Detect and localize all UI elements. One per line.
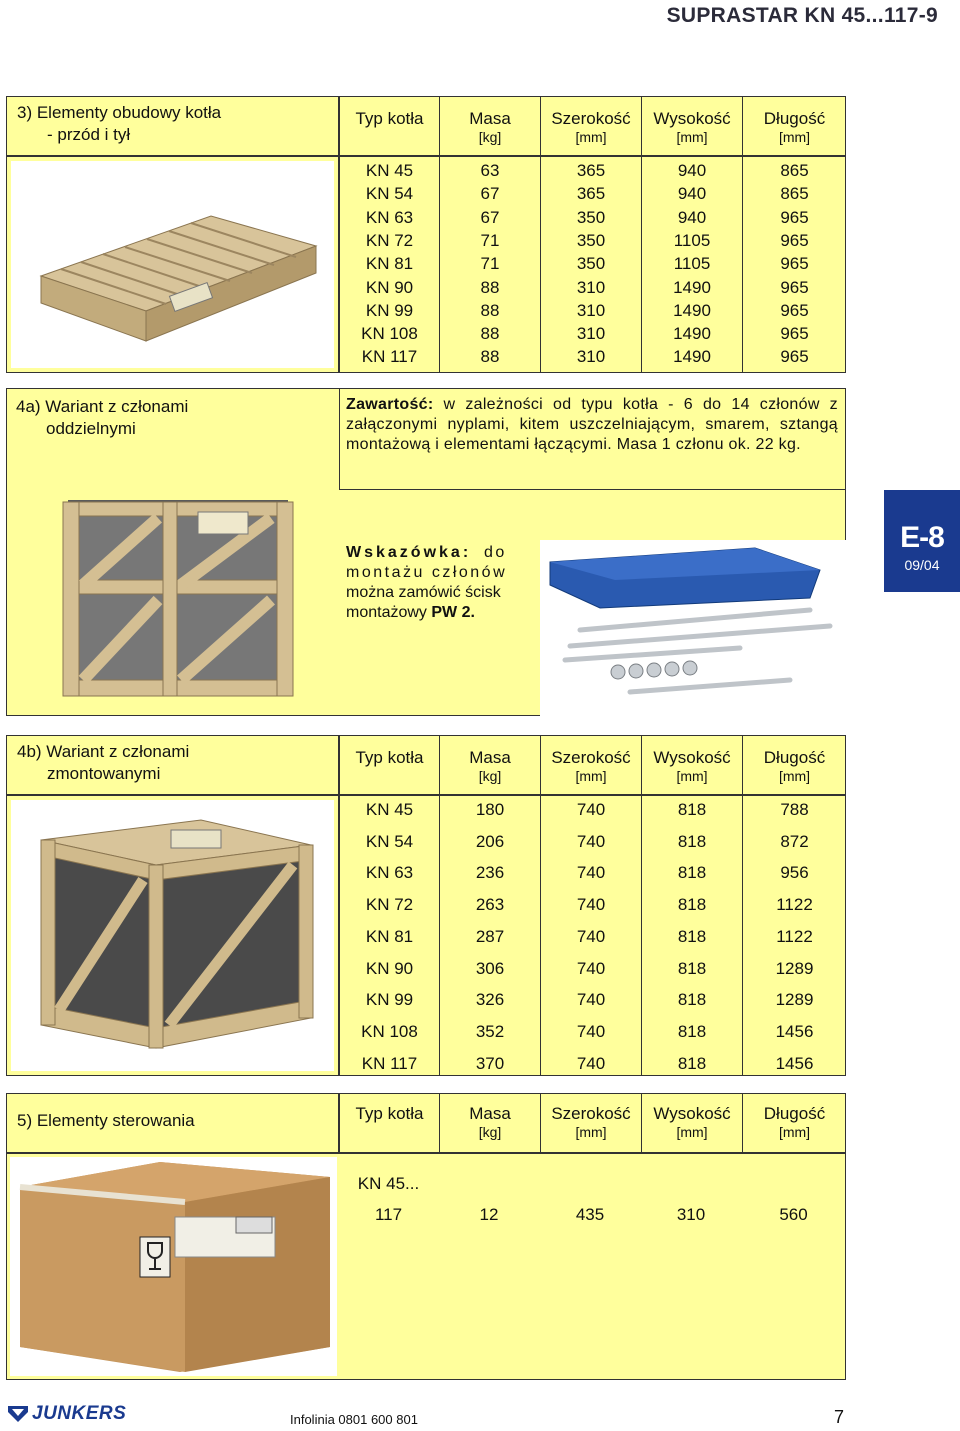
- table-row: [340, 990, 847, 1014]
- cell-wysokosc: 310: [676, 1205, 706, 1224]
- cell-wysokosc: 1490: [673, 277, 711, 297]
- table-row: [340, 863, 847, 887]
- cell-typ: KN 117: [361, 347, 418, 367]
- cell-masa: 370: [475, 1053, 505, 1073]
- cell-dlugosc: 1456: [775, 1021, 814, 1041]
- table-row: [340, 1054, 847, 1078]
- cell-masa: 88: [480, 324, 500, 344]
- table-row: [340, 959, 847, 983]
- hint-line2: można zamówić ścisk: [346, 584, 501, 601]
- table-row: [340, 832, 847, 856]
- section3-photo-panel: [6, 156, 339, 373]
- cell-wysokosc: 1490: [673, 324, 711, 344]
- cell-typ: 117: [374, 1205, 403, 1224]
- section3-table-body: [339, 156, 846, 373]
- cell-masa: 236: [475, 863, 505, 883]
- cell-szerokosc: 365: [576, 161, 606, 180]
- junkers-logo: [6, 1401, 126, 1427]
- table-row: [340, 184, 847, 207]
- cell-wysokosc: 818: [677, 863, 707, 883]
- content-label: Zawartość:: [346, 396, 434, 413]
- cardboard-box-icon: [10, 1157, 337, 1376]
- cell-dlugosc: 965: [780, 300, 809, 320]
- cell-szerokosc: 740: [576, 958, 606, 978]
- header-masa: Masa: [469, 109, 511, 128]
- cell-masa: 67: [480, 207, 500, 227]
- section4a-title-line2: oddzielnymi: [46, 419, 136, 438]
- cell-szerokosc: 365: [576, 184, 606, 204]
- cell-szerokosc: 740: [576, 926, 606, 946]
- section4b-table-body: [339, 795, 846, 1076]
- cell-dlugosc: 1456: [775, 1053, 814, 1073]
- unit-wysokosc: [mm]: [676, 768, 708, 784]
- cell-typ: KN 108: [361, 324, 418, 344]
- cell-typ: KN 63: [365, 207, 414, 227]
- unit-masa: [kg]: [478, 129, 502, 145]
- cell-dlugosc: 965: [780, 347, 809, 367]
- hint-line1: do montażu członów: [346, 544, 508, 581]
- section4a-title: [6, 392, 336, 444]
- cell-szerokosc: 740: [576, 990, 606, 1010]
- cell-masa: 71: [480, 230, 500, 250]
- cell-wysokosc: 818: [677, 926, 707, 946]
- wooden-crate-icon: [13, 490, 333, 712]
- section5-title: 5) Elementy sterowania: [17, 1111, 195, 1130]
- section4b-title-line1: 4b) Wariant z członami: [17, 742, 190, 761]
- cell-szerokosc: 310: [576, 277, 606, 297]
- cell-masa: 12: [479, 1205, 499, 1224]
- hint-box: [346, 543, 526, 623]
- cell-wysokosc: 818: [677, 895, 707, 915]
- cell-wysokosc: 1490: [673, 300, 711, 320]
- section4b-title-line2: zmontowanymi: [47, 764, 161, 783]
- cell-dlugosc: 1122: [776, 926, 813, 946]
- cell-typ: KN 45: [365, 800, 414, 819]
- crate-photo-segments: [13, 490, 333, 712]
- cell-szerokosc: 740: [576, 863, 606, 883]
- cell-wysokosc: 818: [677, 990, 707, 1010]
- unit-wysokosc: [mm]: [676, 1124, 708, 1140]
- cell-typ: KN 99: [365, 300, 414, 320]
- cell-masa: 67: [480, 184, 500, 204]
- header-dlugosc: Długość: [763, 748, 826, 767]
- unit-szerokosc: [mm]: [575, 129, 607, 145]
- cell-masa: 88: [480, 300, 500, 320]
- cell-szerokosc: 350: [576, 207, 606, 227]
- cell-typ: KN 72: [365, 895, 414, 915]
- cell-wysokosc: 940: [677, 161, 707, 180]
- cell-dlugosc: 965: [780, 277, 809, 297]
- cell-szerokosc: 310: [576, 300, 606, 320]
- cell-masa: 88: [480, 347, 500, 367]
- cell-dlugosc: 1289: [775, 958, 814, 978]
- cell-szerokosc: 435: [575, 1205, 605, 1224]
- unit-masa: [kg]: [478, 1124, 502, 1140]
- section5-header-row: [339, 1093, 846, 1153]
- cell-dlugosc: 956: [780, 863, 809, 883]
- hint-bold: PW 2.: [431, 604, 475, 621]
- infoline: Infolinia 0801 600 801: [290, 1412, 418, 1427]
- cell-dlugosc: 965: [780, 254, 809, 274]
- table-row: [340, 1022, 847, 1046]
- table-row: [340, 161, 847, 184]
- cell-szerokosc: 310: [576, 324, 606, 344]
- section3-title-box: [6, 96, 339, 156]
- cell-dlugosc: 1122: [776, 895, 813, 915]
- cell-wysokosc: 1105: [673, 230, 711, 250]
- cell-szerokosc: 350: [576, 254, 606, 274]
- content-text: w zależności od typu kotła - 6 do 14 członów z załączonymi nyplami, kitem uszczelniającym, smarem, sztangą montażową i elementami łączącymi. Masa 1 członu ok. 22 kg.: [346, 396, 838, 453]
- table-row: [340, 231, 847, 254]
- unit-dlugosc: [mm]: [778, 129, 811, 145]
- cell-masa: 263: [475, 895, 505, 915]
- section3-title-line2: - przód i tył: [47, 125, 131, 144]
- table-row: [340, 208, 847, 231]
- header-wysokosc: Wysokość: [653, 1104, 731, 1123]
- table-row: [340, 324, 847, 347]
- header-typ: Typ kotła: [355, 109, 424, 128]
- cell-dlugosc: 872: [780, 831, 809, 851]
- cell-masa: 306: [475, 958, 505, 978]
- tool-set-icon: [540, 540, 846, 716]
- unit-szerokosc: [mm]: [575, 1124, 607, 1140]
- cell-wysokosc: 818: [677, 800, 707, 819]
- section4b-header-row: [339, 735, 846, 795]
- unit-dlugosc: [mm]: [778, 768, 811, 784]
- cell-masa: 180: [475, 800, 505, 819]
- wooden-crate-icon: [11, 161, 334, 368]
- section5-row: [339, 1205, 846, 1229]
- cell-szerokosc: 740: [576, 800, 606, 819]
- tools-photo: [540, 540, 846, 716]
- table-row: [340, 347, 847, 370]
- cell-typ: KN 54: [365, 184, 414, 204]
- cell-typ: KN 81: [365, 254, 414, 274]
- brand-name: JUNKERS: [32, 1403, 127, 1424]
- cell-wysokosc: 818: [677, 831, 707, 851]
- cell-typ: KN 90: [365, 958, 414, 978]
- header-typ: Typ kotła: [355, 1104, 424, 1123]
- cell-masa: 88: [480, 277, 500, 297]
- table-row: [340, 927, 847, 951]
- table-row: [340, 254, 847, 277]
- cell-typ: KN 117: [361, 1053, 418, 1073]
- cell-typ: KN 81: [365, 926, 414, 946]
- unit-wysokosc: [mm]: [676, 129, 708, 145]
- cell-masa: 287: [475, 926, 505, 946]
- section5-title-box: [6, 1093, 339, 1153]
- cell-wysokosc: 818: [677, 1021, 707, 1041]
- table-row: [340, 278, 847, 301]
- section4a-content: [346, 395, 838, 455]
- cell-dlugosc: 965: [780, 230, 809, 250]
- section4b-title-box: [6, 735, 339, 795]
- cell-wysokosc: 818: [677, 958, 707, 978]
- cell-szerokosc: 350: [576, 230, 606, 250]
- junkers-emblem-icon: [6, 1402, 30, 1426]
- cell-typ: KN 54: [365, 831, 414, 851]
- cell-typ: KN 72: [365, 230, 414, 250]
- unit-szerokosc: [mm]: [575, 768, 607, 784]
- cell-szerokosc: 740: [576, 895, 606, 915]
- cell-masa: 71: [480, 254, 500, 274]
- cell-typ: KN 99: [365, 990, 414, 1010]
- unit-masa: [kg]: [478, 768, 502, 784]
- cell-szerokosc: 310: [576, 347, 606, 367]
- wooden-crate-icon: [11, 800, 334, 1071]
- cell-typ: KN 108: [361, 1021, 418, 1041]
- cell-typ: KN 90: [365, 277, 414, 297]
- cell-dlugosc: 560: [779, 1205, 808, 1224]
- header-wysokosc: Wysokość: [653, 748, 731, 767]
- header-typ: Typ kotła: [355, 748, 424, 767]
- cell-wysokosc: 1105: [673, 254, 711, 274]
- header-masa: Masa: [469, 1104, 511, 1123]
- side-tab-code: E-8: [900, 521, 944, 554]
- crate-photo-assembled: [11, 800, 334, 1071]
- cell-wysokosc: 940: [677, 184, 707, 204]
- cell-dlugosc: 965: [780, 324, 809, 344]
- header-szerokosc: Szerokość: [551, 109, 631, 128]
- cell-szerokosc: 740: [576, 1021, 606, 1041]
- cell-typ: KN 45: [365, 161, 414, 180]
- header-wysokosc: Wysokość: [653, 109, 731, 128]
- header-dlugosc: Długość: [763, 1104, 826, 1123]
- header-dlugosc: Długość: [763, 109, 826, 128]
- side-tab-date: 09/04: [904, 557, 940, 573]
- cell-wysokosc: 818: [677, 1053, 707, 1073]
- cell-dlugosc: 965: [780, 207, 809, 227]
- cell-masa: 326: [475, 990, 505, 1010]
- section3-header-row: [339, 96, 846, 156]
- cell-masa: 206: [475, 831, 505, 851]
- cell-dlugosc: 1289: [775, 990, 814, 1010]
- table-row: [340, 800, 847, 824]
- cell-dlugosc: 788: [780, 800, 809, 819]
- crate-photo-flat: [11, 161, 334, 368]
- hint-line3: montażowy: [346, 604, 427, 621]
- cell-typ: KN 63: [365, 863, 414, 883]
- hint-label: Wskazówka:: [346, 544, 472, 561]
- table-row: [340, 895, 847, 919]
- cell-dlugosc: 865: [780, 184, 809, 204]
- cell-szerokosc: 740: [576, 1053, 606, 1073]
- cell-masa: 352: [475, 1021, 505, 1041]
- section4b-photo-panel: [6, 795, 339, 1076]
- header-masa: Masa: [469, 748, 511, 767]
- box-photo: [10, 1157, 337, 1376]
- cell-szerokosc: 740: [576, 831, 606, 851]
- cell-dlugosc: 865: [780, 161, 809, 180]
- side-tab: [884, 490, 960, 592]
- table-row: [340, 301, 847, 324]
- cell-wysokosc: 940: [677, 207, 707, 227]
- page-number: 7: [834, 1407, 845, 1427]
- unit-dlugosc: [mm]: [778, 1124, 811, 1140]
- cell-wysokosc: 1490: [673, 347, 711, 367]
- section3-title-line1: 3) Elementy obudowy kotła: [17, 103, 222, 122]
- cell-masa: 63: [480, 161, 500, 180]
- header-szerokosc: Szerokość: [551, 748, 631, 767]
- document-title: SUPRASTAR KN 45...117-9: [666, 4, 938, 27]
- section5-row-typ-line1: KN 45...: [357, 1174, 420, 1193]
- section4a-title-line1: 4a) Wariant z członami: [16, 397, 189, 416]
- header-szerokosc: Szerokość: [551, 1104, 631, 1123]
